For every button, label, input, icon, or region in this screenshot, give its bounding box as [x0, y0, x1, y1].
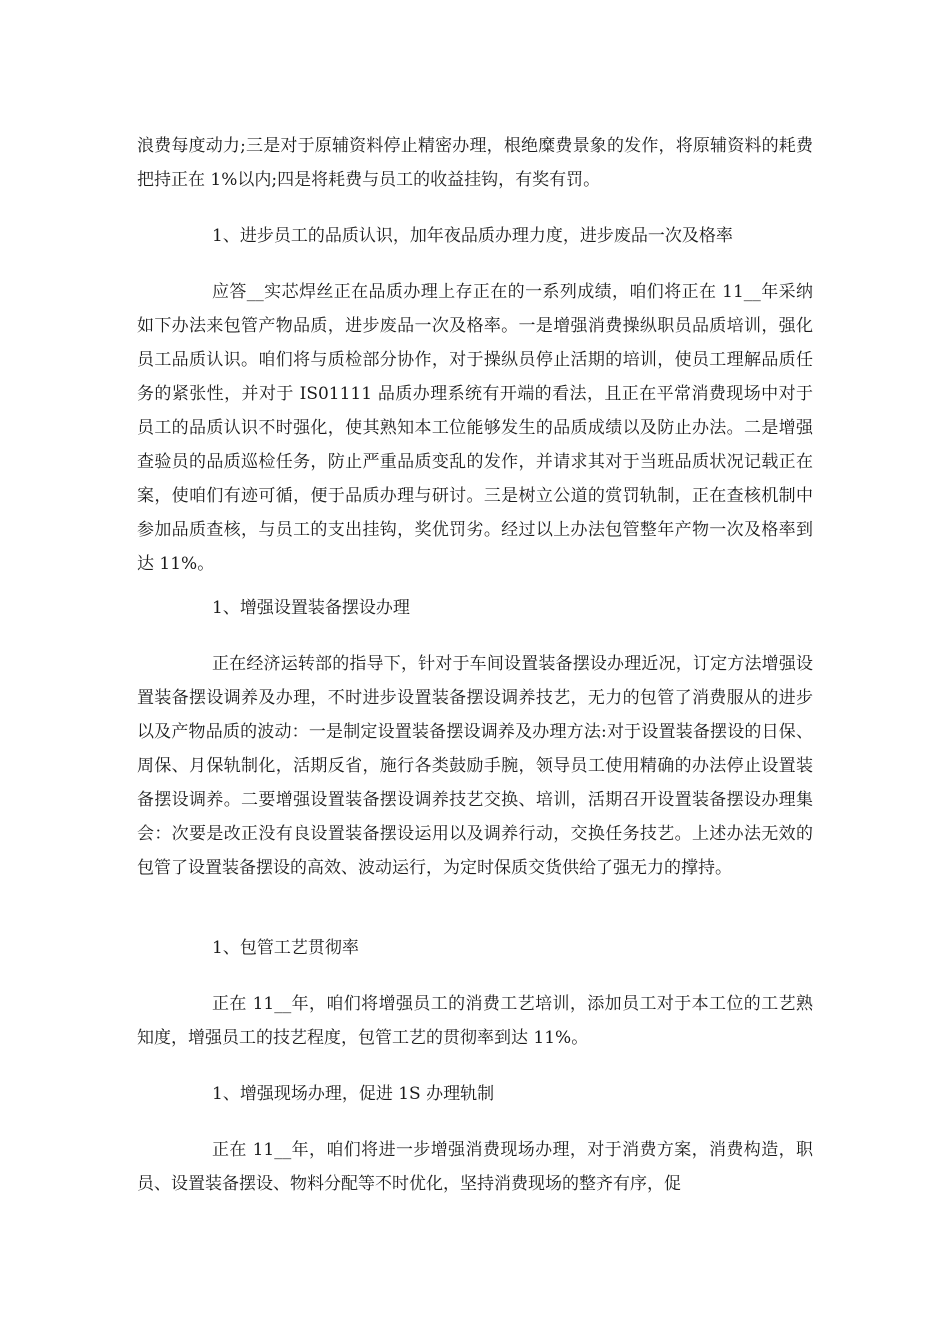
- paragraph-process: 正在 11__年，咱们将增强员工的消费工艺培训，添加员工对于本工位的工艺熟知度，增强员工的技艺程度，包管工艺的贯彻率到达 11%。: [137, 994, 813, 1048]
- paragraph-equipment: 正在经济运转部的指导下，针对于车间设置装备摆设办理近况，订定方法增强设置装备摆设调养及办理，不时进步设置装备摆设调养技艺，无力的包管了消费服从的进步以及产物品质的波动：一是制定设置装备摆设调养及办理方法:对于设置装备摆设的日保、周保、月保轨制化，活期反省，施行各类鼓励手腕，领导员工使用精确的办法停止设置装备摆设调养。二要增强设置装备摆设调养技艺交换、培训，活期召开设置装备摆设办理集会：次要是改正没有良设置装备摆设运用以及调养行动，交换任务技艺。上述办法无效的包管了设置装备摆设的高效、波动运行，为定时保质交货供给了强无力的撑持。: [137, 654, 813, 878]
- section-heading-equipment: 1、增强设置装备摆设办理: [212, 598, 410, 618]
- section-heading-quality: 1、进步员工的品质认识，加年夜品质办理力度，进步废品一次及格率: [212, 226, 733, 246]
- paragraph-continuation: 浪费每度动力;三是对于原辅资料停止精密办理，根绝糜费景象的发作，将原辅资料的耗费把持正在 1%以内;四是将耗费与员工的收益挂钩，有奖有罚。: [137, 136, 813, 190]
- section-heading-process: 1、包管工艺贯彻率: [212, 938, 359, 958]
- paragraph-quality: 应答__实芯焊丝正在品质办理上存正在的一系列成绩，咱们将正在 11__年采纳如下办法来包管产物品质，进步废品一次及格率。一是增强消费操纵职员品质培训，强化员工品质认识。咱们将与质检部分协作，对于操纵员停止活期的培训，使员工理解品质任务的紧张性，并对于 IS01111 品质办理系统有开端的看法，且正在平常消费现场中对于员工的品质认识不时强化，使其熟知本工位能够发生的品质成绩以及防止办法。二是增强查验员的品质巡检任务，防止严重品质变乱的发作，并请求其对于当班品质状况记载正在案，使咱们有迹可循，便于品质办理与研讨。三是树立公道的赏罚轨制，正在查核机制中参加品质查核，与员工的支出挂钩，奖优罚劣。经过以上办法包管整年产物一次及格率到达 11%。: [137, 282, 813, 574]
- section-heading-site: 1、增强现场办理，促进 1S 办理轨制: [212, 1084, 495, 1104]
- paragraph-site: 正在 11__年，咱们将进一步增强消费现场办理，对于消费方案，消费构造，职员、设置装备摆设、物料分配等不时优化，坚持消费现场的整齐有序，促: [137, 1140, 813, 1194]
